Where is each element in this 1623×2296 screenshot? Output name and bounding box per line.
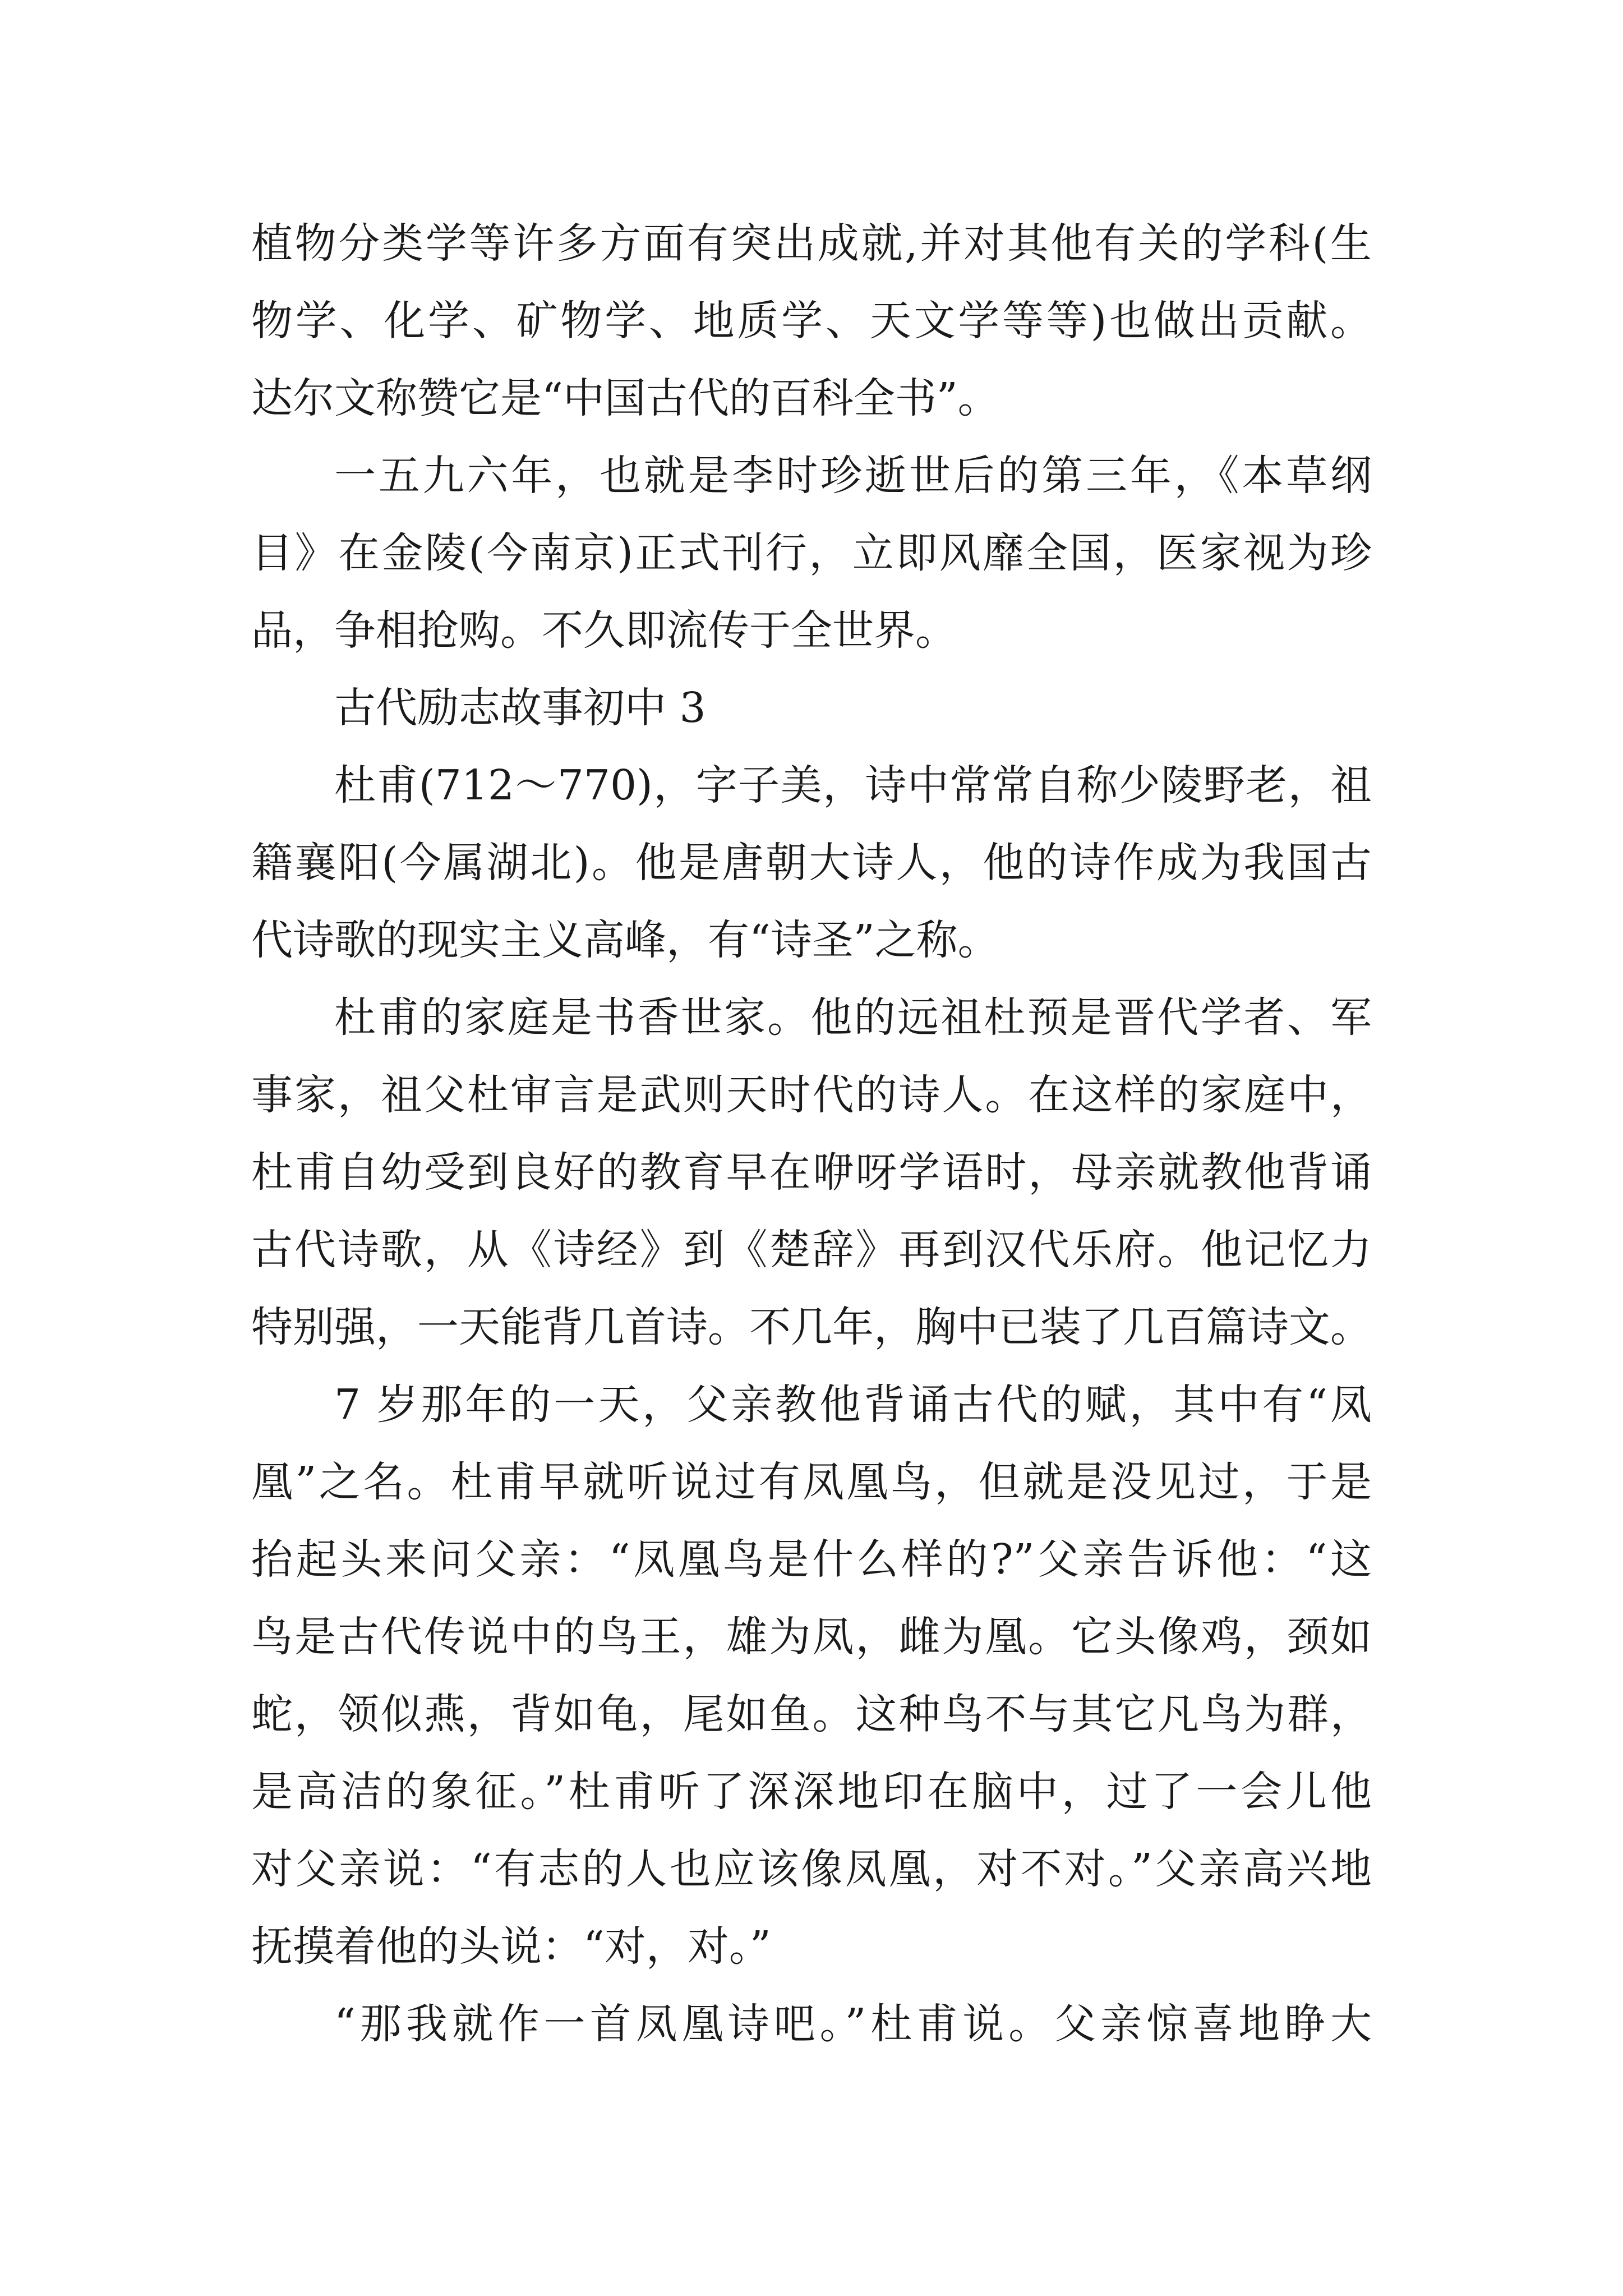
text-line: 籍襄阳(今属湖北)。他是唐朝大诗人，他的诗作成为我国古 [251, 839, 1372, 887]
text-line: 杜甫(712～770)，字子美，诗中常常自称少陵野老，祖 [334, 761, 1372, 809]
text-line: 古代诗歌，从《诗经》到《楚辞》再到汉代乐府。他记忆力 [251, 1226, 1372, 1274]
text-line: 杜甫自幼受到良好的教育早在咿呀学语时，母亲就教他背诵 [251, 1148, 1372, 1197]
text-line: “那我就作一首凤凰诗吧。”杜甫说。父亲惊喜地睁大 [334, 2000, 1372, 2048]
text-line: 一五九六年，也就是李时珍逝世后的第三年，《本草纲 [334, 452, 1372, 500]
text-line: 抬起头来问父亲：“凤凰鸟是什么样的?”父亲告诉他：“这 [251, 1535, 1372, 1584]
text-line: 植物分类学等许多方面有突出成就,并对其他有关的学科(生 [251, 219, 1372, 268]
text-line: 对父亲说：“有志的人也应该像凤凰，对不对。”父亲高兴地 [251, 1845, 1372, 1893]
text-line: 代诗歌的现实主义高峰，有“诗圣”之称。 [251, 916, 999, 964]
section-heading: 古代励志故事初中 3 [334, 684, 706, 732]
text-line: 达尔文称赞它是“中国古代的百科全书”。 [251, 374, 999, 422]
text-line: 是高洁的象征。”杜甫听了深深地印在脑中，过了一会儿他 [251, 1768, 1372, 1816]
text-line: 抚摸着他的头说：“对，对。” [251, 1922, 771, 1971]
text-line: 蛇，领似燕，背如龟，尾如鱼。这种鸟不与其它凡鸟为群， [251, 1690, 1372, 1738]
text-line: 凰”之名。杜甫早就听说过有凤凰鸟，但就是没见过，于是 [251, 1458, 1372, 1506]
text-line: 品，争相抢购。不久即流传于全世界。 [251, 606, 957, 655]
text-line: 7 岁那年的一天，父亲教他背诵古代的赋，其中有“凤 [334, 1381, 1372, 1429]
text-line: 目》在金陵(今南京)正式刊行，立即风靡全国，医家视为珍 [251, 529, 1372, 577]
text-line: 事家，祖父杜审言是武则天时代的诗人。在这样的家庭中， [251, 1071, 1372, 1119]
text-line: 特别强，一天能背几首诗。不几年，胸中已装了几百篇诗文。 [251, 1303, 1372, 1351]
text-line: 物学、化学、矿物学、地质学、天文学等等)也做出贡献。 [251, 297, 1372, 345]
text-line: 鸟是古代传说中的鸟王，雄为凤，雌为凰。它头像鸡，颈如 [251, 1613, 1372, 1661]
text-line: 杜甫的家庭是书香世家。他的远祖杜预是晋代学者、军 [334, 993, 1372, 1042]
